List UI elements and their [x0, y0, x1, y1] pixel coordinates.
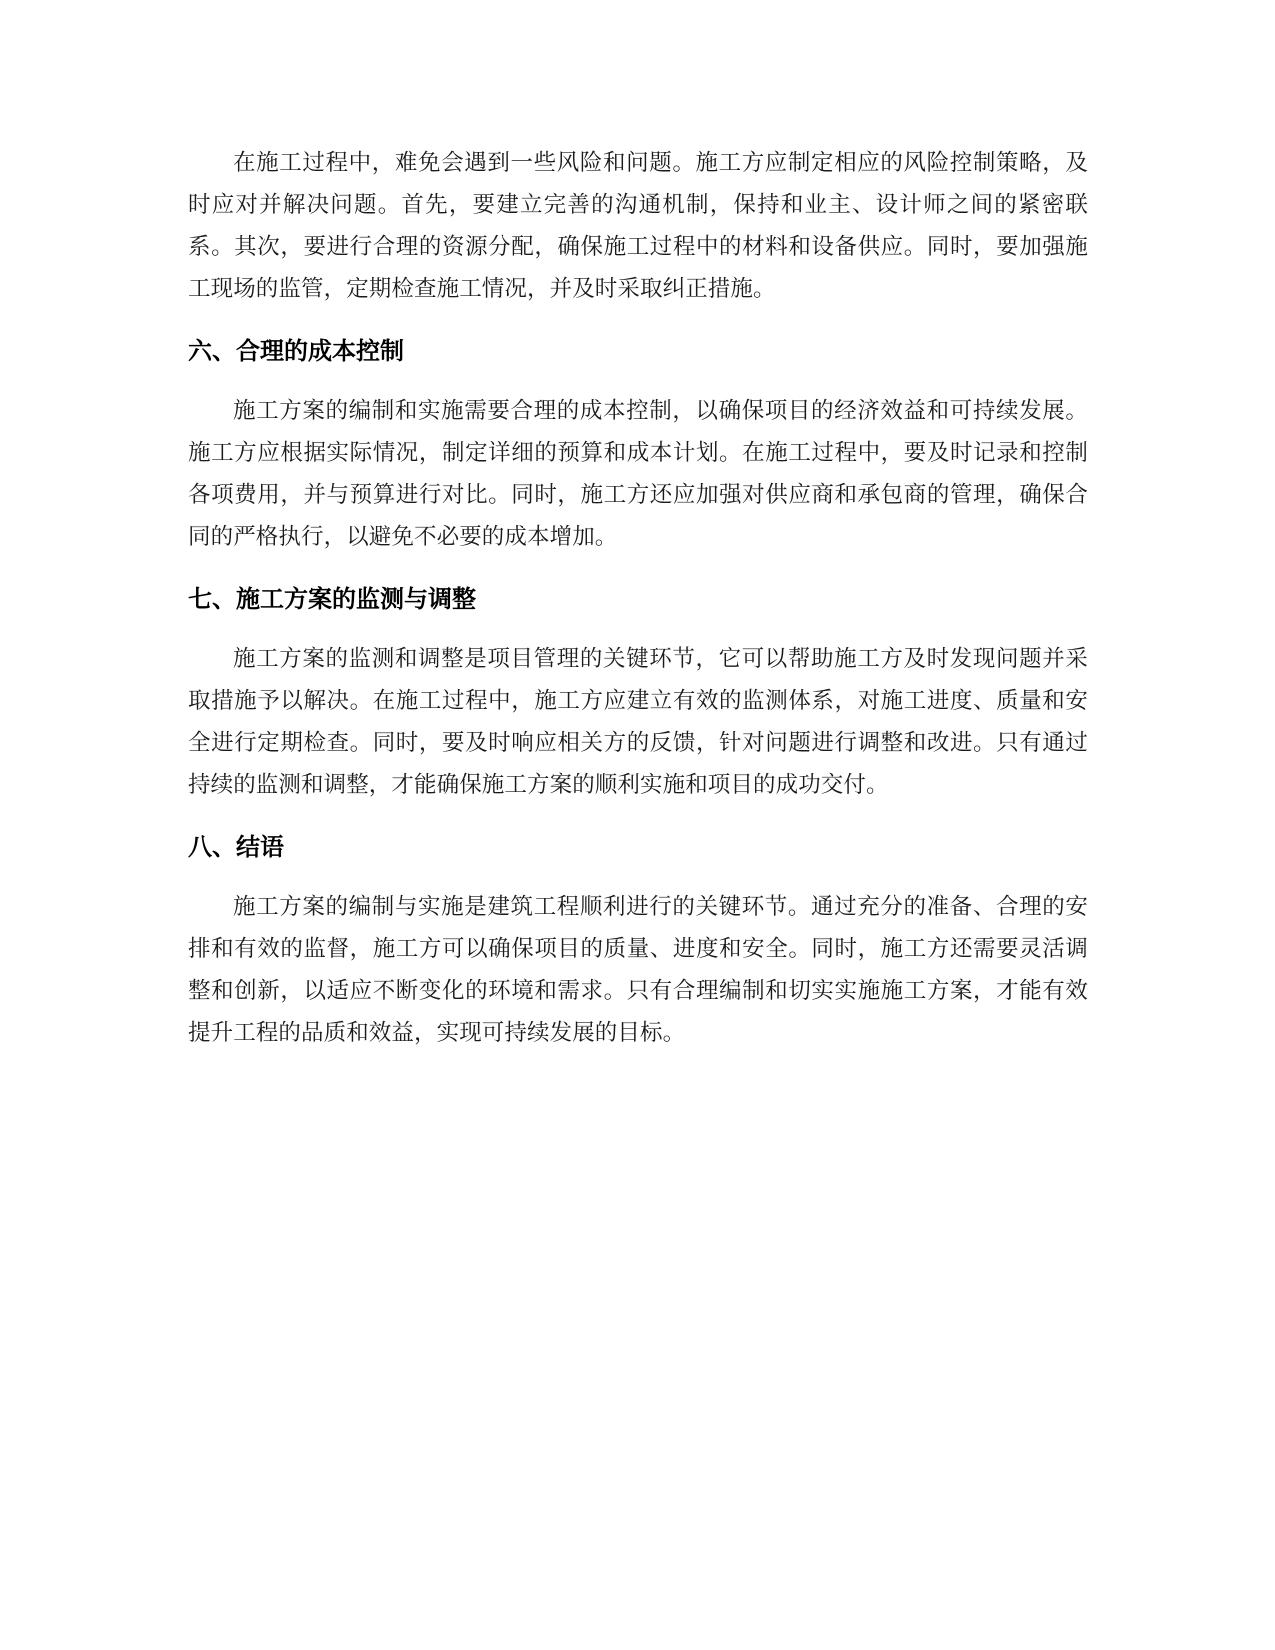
section-paragraph-cost-control: 施工方案的编制和实施需要合理的成本控制，以确保项目的经济效益和可持续发展。施工方应根据实际情况，制定详细的预算和成本计划。在施工过程中，要及时记录和控制各项费用，并与预算进行对比。同时，施工方还应加强对供应商和承包商的管理，确保合同的严格执行，以避免不必要的成本增加。 — [188, 398, 1088, 550]
document-body — [188, 142, 1088, 1054]
intro-paragraph: 在施工过程中，难免会遇到一些风险和问题。施工方应制定相应的风险控制策略，及时应对并解决问题。首先，要建立完善的沟通机制，保持和业主、设计师之间的紧密联系。其次，要进行合理的资源分配，确保施工过程中的材料和设备供应。同时，要加强施工现场的监管，定期检查施工情况，并及时采取纠正措施。 — [188, 150, 1088, 302]
section-heading-monitoring: 七、施工方案的监测与调整 — [188, 585, 476, 613]
section-paragraph-conclusion: 施工方案的编制与实施是建筑工程顺利进行的关键环节。通过充分的准备、合理的安排和有效的监督，施工方可以确保项目的质量、进度和安全。同时，施工方还需要灵活调整和创新，以适应不断变化的环境和需求。只有合理编制和切实实施施工方案，才能有效提升工程的品质和效益，实现可持续发展的目标。 — [188, 894, 1088, 1046]
section-heading-conclusion: 八、结语 — [188, 833, 284, 861]
section-heading-cost-control: 六、合理的成本控制 — [188, 337, 404, 365]
section-paragraph-monitoring: 施工方案的监测和调整是项目管理的关键环节，它可以帮助施工方及时发现问题并采取措施予以解决。在施工过程中，施工方应建立有效的监测体系，对施工进度、质量和安全进行定期检查。同时，要及时响应相关方的反馈，针对问题进行调整和改进。只有通过持续的监测和调整，才能确保施工方案的顺利实施和项目的成功交付。 — [188, 646, 1088, 798]
